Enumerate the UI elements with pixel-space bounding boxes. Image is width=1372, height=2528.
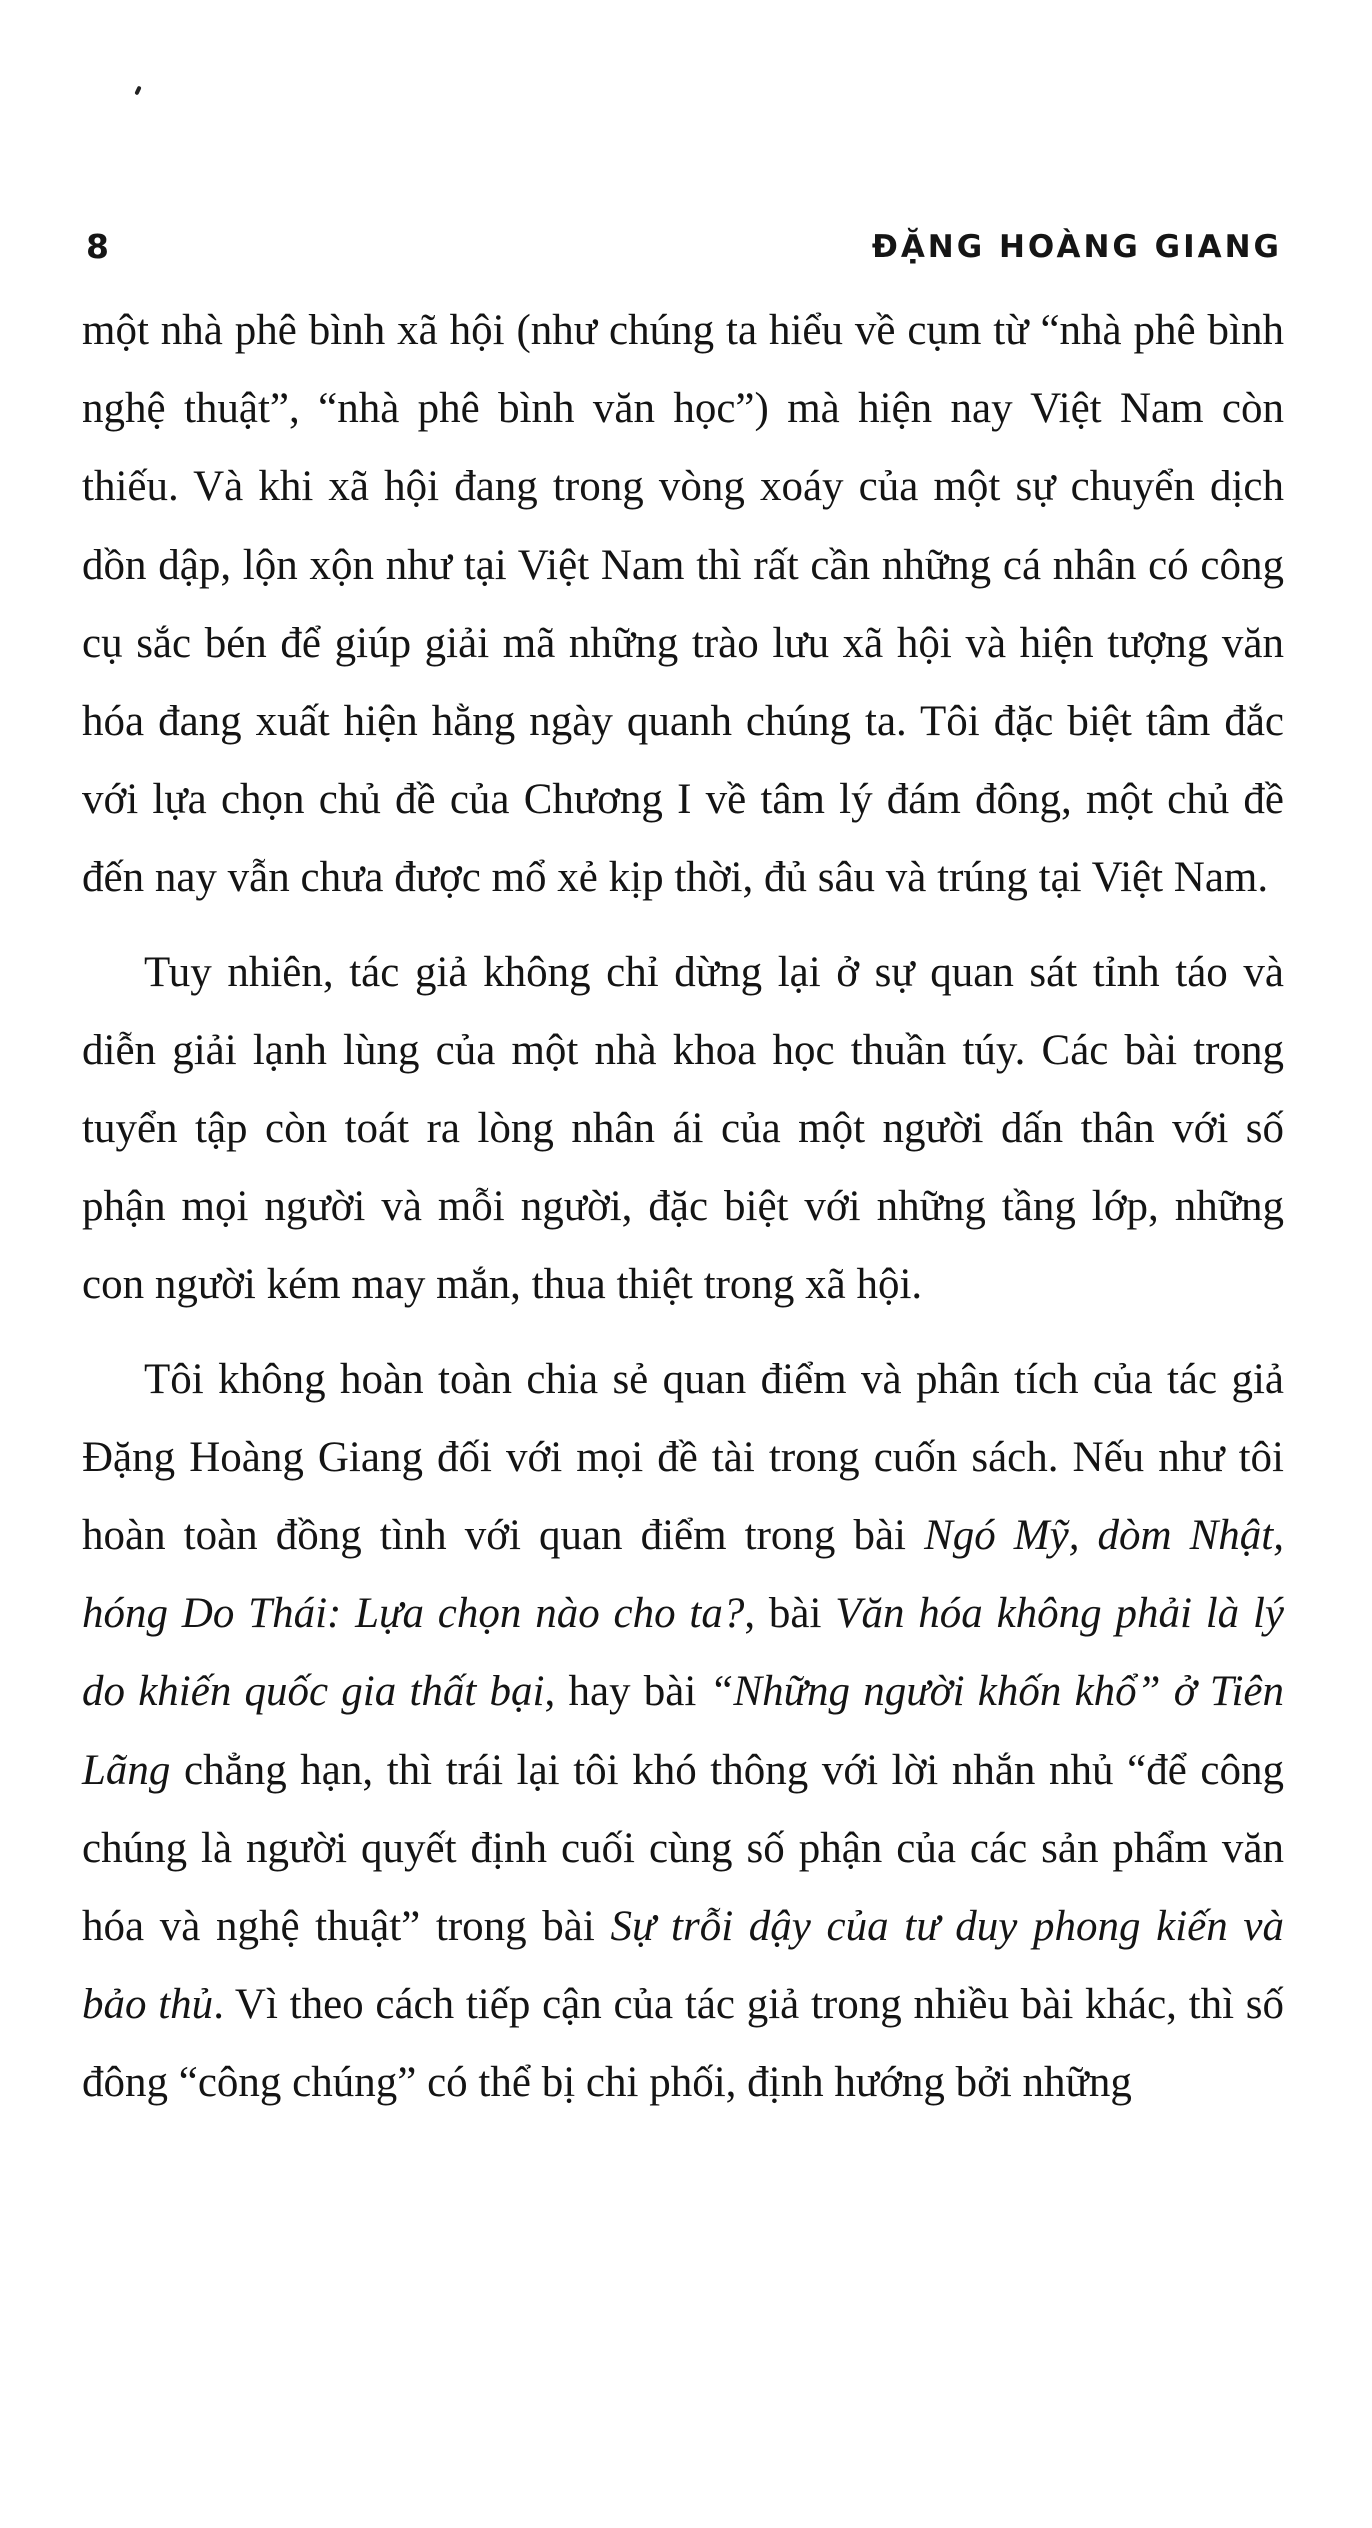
article-title: Văn hóa không phải là lý do khiến quốc gia thất bại — [82, 1590, 1284, 1716]
text-run: Tôi không hoàn toàn chia sẻ quan điểm và phân tích của tác giả Đặng Hoàng Giang đối với mọi đề tài trong cuốn sách. Nếu như tôi hoàn toàn đồng tình với quan điểm trong bài — [82, 1355, 1284, 1560]
text-run: , hay bài — [544, 1668, 710, 1716]
paragraph-with-titles — [82, 1341, 1284, 2123]
text-run: . Vì theo cách tiếp cận của tác giả trong nhiều bài khác, thì số đông “công chúng” có thể bị chi phối, định hướng bởi những — [82, 1981, 1284, 2107]
page-header — [86, 222, 1282, 272]
ink-speck — [134, 86, 141, 96]
text-run: , bài — [744, 1590, 836, 1638]
article-title: Sự trỗi dậy của tư duy phong kiến và bảo thủ — [82, 1903, 1284, 2029]
page-number: 8 — [86, 227, 109, 266]
running-head-author: ĐẶNG HOÀNG GIANG — [871, 229, 1282, 265]
body-text — [82, 292, 1284, 2123]
paragraph-continued: một nhà phê bình xã hội (như chúng ta hiểu về cụm từ “nhà phê bình nghệ thuật”, “nhà phê bình văn học”) mà hiện nay Việt Nam còn thiếu. Và khi xã hội đang trong vòng xoáy của một sự chuyển dịch dồn dập, lộn xộn như tại Việt Nam thì rất cần những cá nhân có công cụ sắc bén để giúp giải mã những trào lưu xã hội và hiện tượng văn hóa đang xuất hiện hằng ngày quanh chúng ta. Tôi đặc biệt tâm đắc với lựa chọn chủ đề của Chương I về tâm lý đám đông, một chủ đề đến nay vẫn chưa được mổ xẻ kịp thời, đủ sâu và trúng tại Việt Nam. — [82, 307, 1284, 902]
paragraph: Tuy nhiên, tác giả không chỉ dừng lại ở sự quan sát tỉnh táo và diễn giải lạnh lùng của một nhà khoa học thuần túy. Các bài trong tuyển tập còn toát ra lòng nhân ái của một người dấn thân với số phận mọi người và mỗi người, đặc biệt với những tầng lớp, những con người kém may mắn, thua thiệt trong xã hội. — [82, 948, 1284, 1309]
text-run: chẳng hạn, thì trái lại tôi khó thông với lời nhắn nhủ “để công chúng là người quyết định cuối cùng số phận của các sản phẩm văn hóa và nghệ thuật” trong bài — [82, 1746, 1284, 1951]
article-title: Ngó Mỹ, dòm Nhật, hóng Do Thái: Lựa chọn nào cho ta? — [82, 1512, 1284, 1638]
article-title: “Những người khốn khổ” ở Tiên Lãng — [82, 1668, 1284, 1794]
